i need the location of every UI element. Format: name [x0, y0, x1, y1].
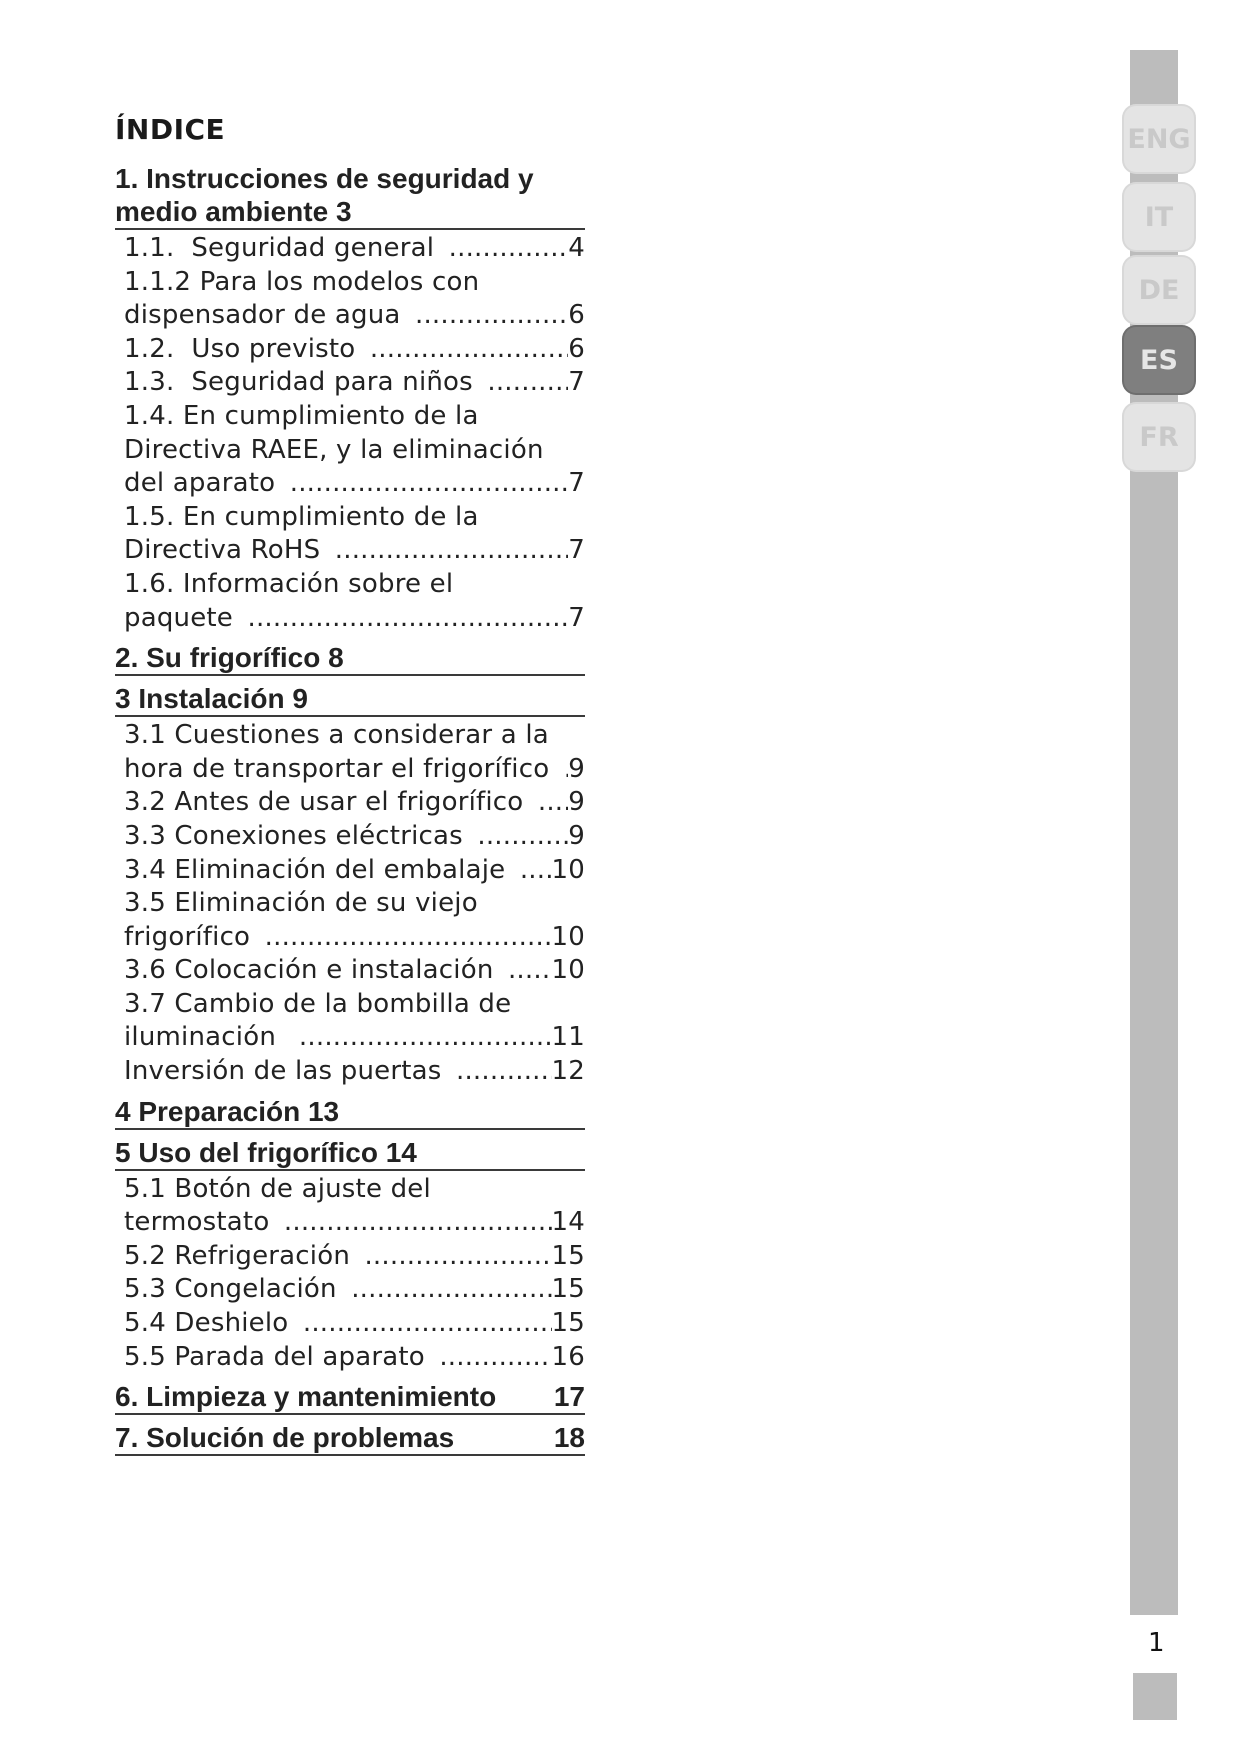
toc-item-3-3[interactable]: 3.3 Conexiones eléctricas ..... 9 — [115, 820, 585, 854]
toc-item-3-4[interactable]: 3.4 Eliminación del embalaje ..... 10 — [115, 854, 585, 888]
toc-item-5-2[interactable]: 5.2 Refrigeración ..... 15 — [115, 1240, 585, 1274]
toc-item-3-8[interactable]: Inversión de las puertas ..... 12 — [115, 1055, 585, 1089]
language-tab-eng[interactable]: ENG — [1124, 106, 1194, 172]
toc-item-5-3[interactable]: 5.3 Congelación ..... 15 — [115, 1273, 585, 1307]
toc-section-5[interactable]: 5 Uso del frigorífico 14 — [115, 1136, 585, 1171]
toc-section-1-line2: medio ambiente 3 — [115, 196, 352, 227]
toc-section-2[interactable]: 2. Su frigorífico 8 — [115, 641, 585, 676]
toc-item-3-5[interactable]: 3.5 Eliminación de su viejo frigorífico ..... 10 — [115, 887, 585, 954]
table-of-contents — [115, 112, 585, 1458]
toc-item-3-6[interactable]: 3.6 Colocación e instalación ..... 10 — [115, 954, 585, 988]
toc-item-1-4[interactable]: 1.4. En cumplimiento de la Directiva RAEE, y la eliminación del aparato ..... 7 — [115, 400, 585, 501]
toc-item-3-2[interactable]: 3.2 Antes de usar el frigorífico ..... 9 — [115, 786, 585, 820]
page-marker-block — [1133, 1673, 1177, 1720]
toc-item-1-1[interactable]: 1.1. Seguridad general ..... 4 — [115, 232, 585, 266]
toc-section-7[interactable]: 7. Solución de problemas 18 — [115, 1421, 585, 1456]
toc-section-1-line1: 1. Instrucciones de seguridad y — [115, 163, 534, 194]
language-tab-fr[interactable]: FR — [1124, 404, 1194, 470]
toc-item-1-6[interactable]: 1.6. Información sobre el paquete ..... 7 — [115, 568, 585, 635]
toc-item-3-7[interactable]: 3.7 Cambio de la bombilla de iluminación ..... 11 — [115, 988, 585, 1055]
toc-section-6[interactable]: 6. Limpieza y mantenimiento 17 — [115, 1380, 585, 1415]
language-tab-es[interactable]: ES — [1124, 327, 1194, 393]
language-tab-de[interactable]: DE — [1124, 257, 1194, 323]
toc-section-1[interactable] — [115, 162, 585, 230]
toc-section-3[interactable]: 3 Instalación 9 — [115, 682, 585, 717]
toc-item-1-1-2[interactable]: 1.1.2 Para los modelos con dispensador de agua ..... 6 — [115, 266, 585, 333]
toc-item-1-2[interactable]: 1.2. Uso previsto ..... 6 — [115, 333, 585, 367]
toc-item-1-5[interactable]: 1.5. En cumplimiento de la Directiva RoHS ..... 7 — [115, 501, 585, 568]
toc-item-5-4[interactable]: 5.4 Deshielo ..... 15 — [115, 1307, 585, 1341]
toc-item-5-1[interactable]: 5.1 Botón de ajuste del termostato ..... 14 — [115, 1173, 585, 1240]
toc-item-5-5[interactable]: 5.5 Parada del aparato ..... 16 — [115, 1341, 585, 1375]
toc-item-1-3[interactable]: 1.3. Seguridad para niños ..... 7 — [115, 366, 585, 400]
toc-section-4[interactable]: 4 Preparación 13 — [115, 1095, 585, 1130]
toc-title: ÍNDICE — [115, 113, 226, 146]
toc-item-3-1[interactable]: 3.1 Cuestiones a considerar a la hora de transportar el frigorífico ..... 9 — [115, 719, 585, 786]
language-tab-it[interactable]: IT — [1124, 184, 1194, 250]
page-number: 1 — [1148, 1628, 1165, 1658]
